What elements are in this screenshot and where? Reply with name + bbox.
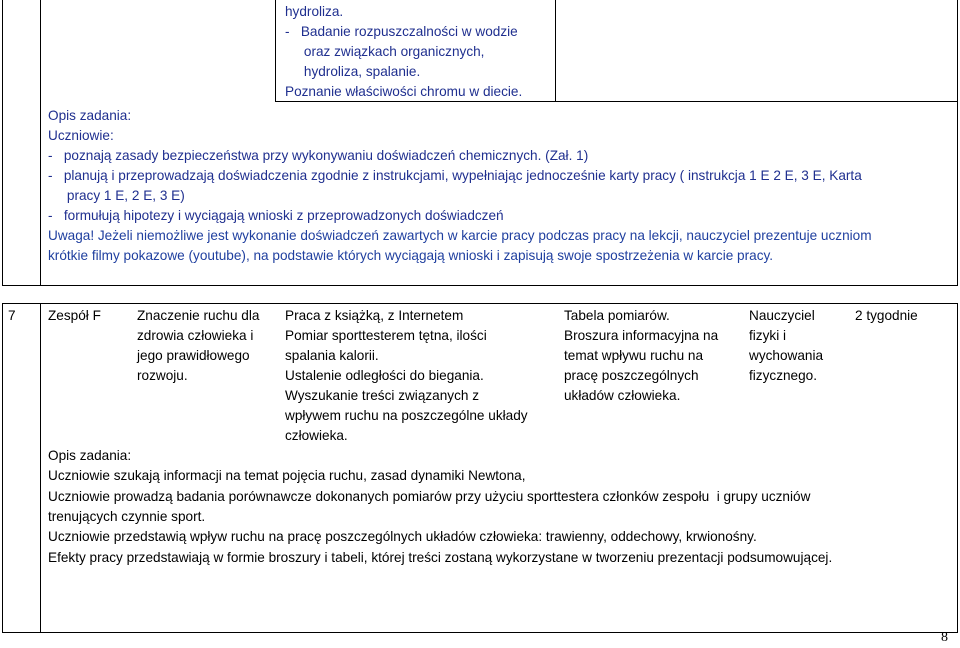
b2-desc-line-3: trenujących czynnie sport. <box>48 509 206 524</box>
b2-top-border <box>2 303 958 304</box>
topcell-right-border <box>555 0 556 102</box>
b1-bullet-1: - planują i przeprowadzają doświadczenia zgodnie z instrukcjami, wypełniając jednocześnie karty pracy ( instrukcja 1 E 2 E, 3 E, Karta <box>48 168 862 183</box>
b2-products-line-0: Tabela pomiarów. <box>564 308 670 323</box>
b2-products-line-3: pracę poszczególnych <box>564 368 699 383</box>
b2-methods-line-6: człowieka. <box>285 428 348 443</box>
b1-bullet-3: - formułują hipotezy i wyciągają wnioski z przeprowadzonych doświadczeń <box>48 208 504 223</box>
b2-desc-line-5: Efekty pracy przedstawiają w formie broszury i tabeli, której treści zostaną wykorzystane w tworzeniu prezentacji podsumowującej. <box>48 550 833 565</box>
b2-teacher-line-0: Nauczyciel <box>749 308 815 323</box>
b1-bottom-border <box>2 285 958 286</box>
b1-bullet-2: pracy 1 E, 2 E, 3 E) <box>48 188 185 203</box>
b2-bottom-border <box>2 632 958 633</box>
b2-products-line-1: Broszura informacyjna na <box>564 328 719 343</box>
b2-teacher-line-1: fizyki i <box>749 328 787 343</box>
topcell-left-border <box>275 0 276 102</box>
b1-heading-opis: Opis zadania: <box>48 108 132 123</box>
b1-bullet-0: - poznają zasady bezpieczeństwa przy wykonywaniu doświadczeń chemicznych. (Zał. 1) <box>48 148 589 163</box>
b2-desc-line-2: Uczniowie prowadzą badania porównawcze dokonanych pomiarów przy użyciu sporttestera członków zespołu i grupy uczniów <box>48 489 811 504</box>
b2-right-border <box>957 303 958 633</box>
b2-methods-line-4: Wyszukanie treści związanych z <box>285 388 480 403</box>
b2-topic-line-3: rozwoju. <box>137 368 188 383</box>
topcell-line-3: hydroliza, spalanie. <box>285 64 421 79</box>
topcell-line-2: oraz związkach organicznych, <box>285 44 485 59</box>
b2-methods-line-5: wpływem ruchu na poszczególne układy <box>285 408 528 423</box>
b1-uwaga-line-0: Uwaga! Jeżeli niemożliwe jest wykonanie doświadczeń zawartych w karcie pracy podczas pracy na lekcji, nauczyciel prezentuje uczniom <box>48 228 872 243</box>
b2-methods-line-0: Praca z książką, z Internetem <box>285 308 464 323</box>
topcell-line-4: Poznanie właściwości chromu w diecie. <box>285 84 523 99</box>
b2-products-line-4: układów człowieka. <box>564 388 681 403</box>
b2-methods-line-3: Ustalenie odległości do biegania. <box>285 368 484 383</box>
b2-methods-line-2: spalania kalorii. <box>285 348 379 363</box>
b2-desc-line-0: Opis zadania: <box>48 448 132 463</box>
b2-topic-line-0: Znaczenie ruchu dla <box>137 308 260 323</box>
b2-topic-line-1: zdrowia człowieka i <box>137 328 254 343</box>
b2-inner-border <box>40 303 41 633</box>
b1-uwaga-line-1: krótkie filmy pokazowe (youtube), na podstawie których wyciągają wnioski i zapisują swoje spostrzeżenia w karcie pracy. <box>48 248 774 263</box>
topcell-line-0: hydroliza. <box>285 4 344 19</box>
b2-team: Zespół F <box>48 308 101 323</box>
b1-left-border <box>2 0 3 286</box>
b2-left-border <box>2 303 3 633</box>
b1-inner-border <box>40 0 41 286</box>
b2-desc-line-1: Uczniowie szukają informacji na temat pojęcia ruchu, zasad dynamiki Newtona, <box>48 468 526 483</box>
b2-methods-line-1: Pomiar sporttesterem tętna, ilości <box>285 328 487 343</box>
b1-heading-uczniowie: Uczniowie: <box>48 128 114 143</box>
b2-number: 7 <box>8 308 16 323</box>
b2-teacher-line-2: wychowania <box>749 348 824 363</box>
b2-time: 2 tygodnie <box>855 308 918 323</box>
page-number: 8 <box>941 630 948 645</box>
b2-products-line-2: temat wpływu ruchu na <box>564 348 704 363</box>
b1-right-border <box>957 0 958 286</box>
topcell-line-1: - Badanie rozpuszczalności w wodzie <box>285 24 518 39</box>
b2-topic-line-2: jego prawidłowego <box>137 348 250 363</box>
b2-desc-line-4: Uczniowie przedstawią wpływ ruchu na pracę poszczególnych układów człowieka: trawienny, oddechowy, krwionośny. <box>48 529 757 544</box>
b2-teacher-line-3: fizycznego. <box>749 368 818 383</box>
